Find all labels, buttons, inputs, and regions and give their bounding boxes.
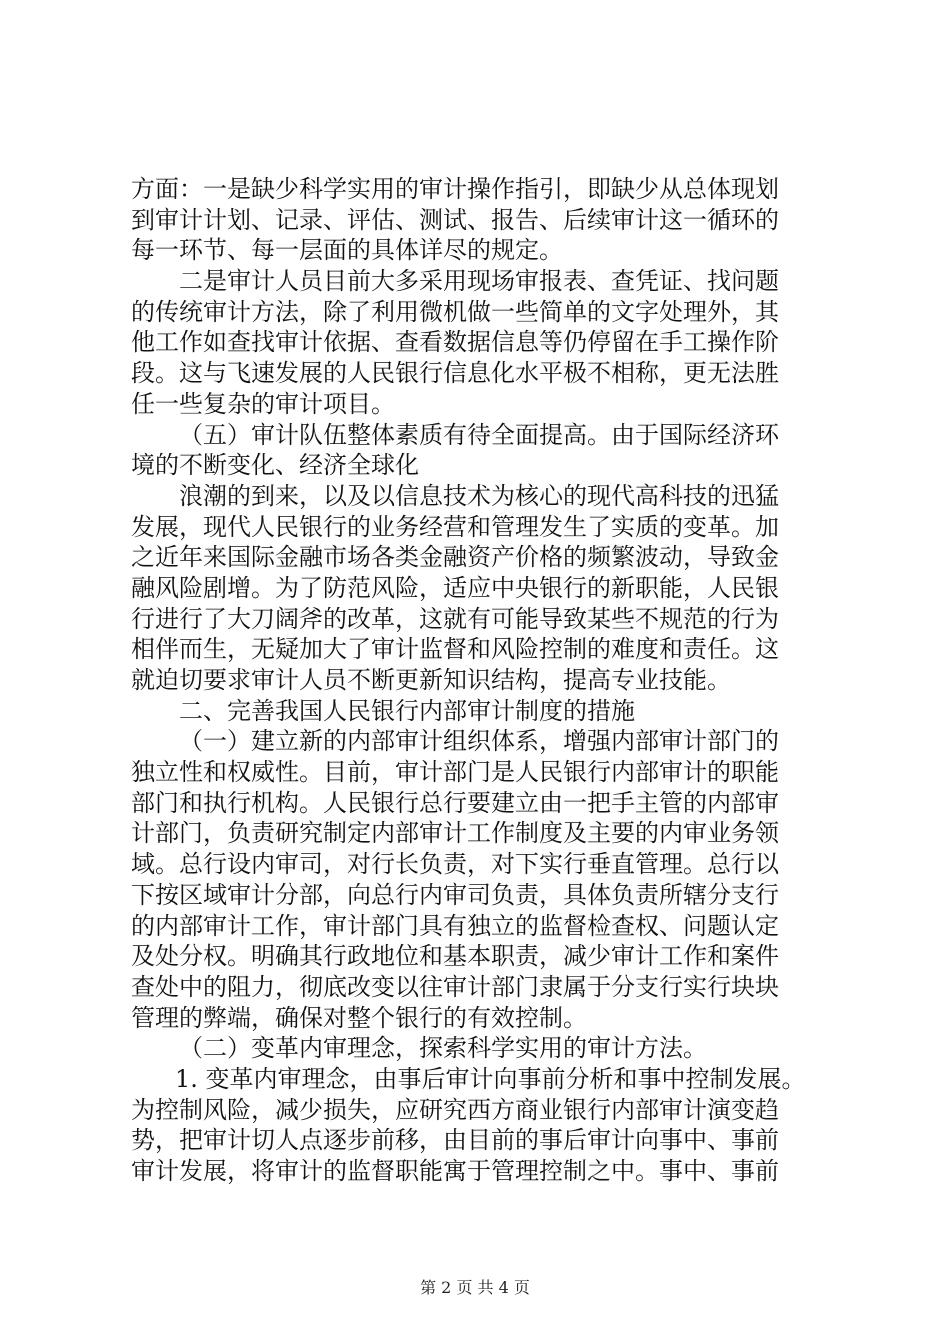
text-line: 的内部审计工作，审计部门具有独立的监督检查权、问题认定 [131,911,779,940]
text-line: 部门和执行机构。人民银行总行要建立由一把手主管的内部审 [131,788,779,817]
text-line: 方面：一是缺少科学实用的审计操作指引，即缺少从总体现划 [131,175,779,203]
text-line: 的传统审计方法，除了利用微机做一些简单的文字处理外，其 [131,297,779,326]
text-line: 下按区域审计分部，向总行内审司负责，具体负责所辖分支行 [131,880,779,909]
text-line: 计部门，负责研究制定内部审计工作制度及主要的内审业务领 [131,819,779,848]
page-footer: 第 2 页 共 4 页 [420,1278,530,1297]
text-line: 发展，现代人民银行的业务经营和管理发生了实质的变革。加 [131,512,779,541]
text-line: （二）变革内审理念，探索科学实用的审计方法。 [179,1034,707,1063]
text-line: 1. 变革内审理念，由事后审计向事前分析和事中控制发展。 [175,1064,806,1093]
text-line: 浪潮的到来，以及以信息技术为核心的现代高科技的迅猛 [179,481,779,510]
text-line: 每一环节、每一层面的具体详尽的规定。 [131,236,563,265]
text-line: 势，把审计切人点逐步前移，由目前的事后审计向事中、事前 [131,1126,779,1155]
text-line: 二是审计人员目前大多采用现场审报表、查凭证、找问题 [179,267,779,296]
text-line: 行进行了大刀阔斧的改革，这就有可能导致某些不规范的行为 [131,604,779,633]
text-line: 相伴而生，无疑加大了审计监督和风险控制的难度和责任。这 [131,635,779,664]
text-line: 及处分权。明确其行政地位和基本职责，减少审计工作和案件 [131,942,779,971]
text-line: 二、完善我国人民银行内部审计制度的措施 [179,696,635,725]
text-line: 域。总行设内审司，对行长负责，对下实行垂直管理。总行以 [131,850,779,879]
text-line: 就迫切要求审计人员不断更新知识结构，提高专业技能。 [131,666,731,694]
text-line: 为控制风险，减少损失，应研究西方商业银行内部审计演变趋 [131,1095,779,1124]
text-line: 管理的弊端，确保对整个银行的有效控制。 [131,1003,587,1032]
text-line: 到审计计划、记录、评估、测试、报告、后续审计这一循环的 [131,205,779,234]
text-line: 查处中的阻力，彻底改变以往审计部门隶属于分支行实行块块 [131,972,779,1001]
text-line: 境的不断变化、经济全球化 [131,451,419,480]
text-line: 他工作如查找审计依据、查看数据信息等仍停留在手工操作阶 [131,328,779,357]
text-line: 任一些复杂的审计项目。 [131,389,395,418]
body-text [131,174,831,1187]
text-line: 融风险剧增。为了防范风险，适应中央银行的新职能，人民银 [131,573,779,602]
text-line: 独立性和权威性。目前，审计部门是人民银行内部审计的职能 [131,758,779,787]
text-line: （五）审计队伍整体素质有待全面提高。由于国际经济环 [179,420,779,449]
text-line: 段。这与飞速发展的人民银行信息化水平极不相称，更无法胜 [131,359,779,388]
text-line: 之近年来国际金融市场各类金融资产价格的频繁波动，导致金 [131,543,779,572]
text-line: （一）建立新的内部审计组织体系，增强内部审计部门的 [179,727,779,756]
text-line: 审计发展，将审计的监督职能寓于管理控制之中。事中、事前 [131,1157,779,1185]
